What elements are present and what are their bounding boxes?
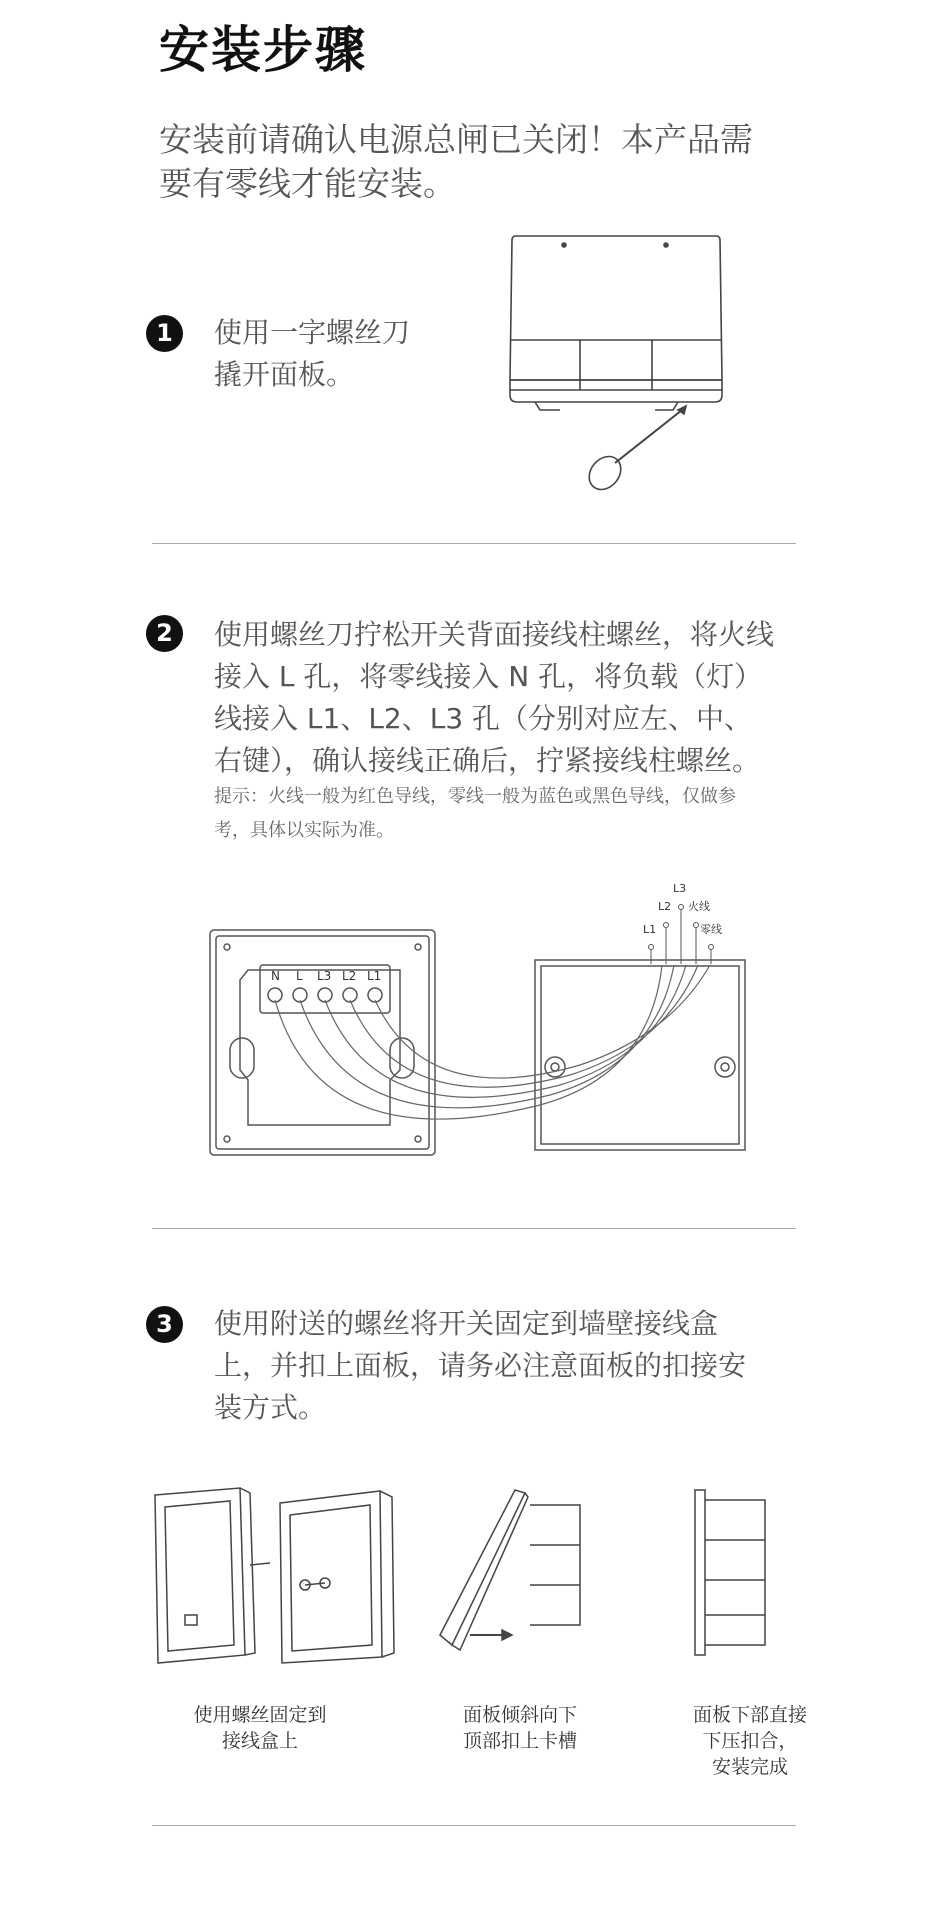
wire-l2 (350, 965, 698, 1087)
step-1-line-1: 使用一字螺丝刀 (214, 316, 411, 349)
caption-1-line-1: 使用螺丝固定到 (193, 1704, 327, 1726)
corner-screw-bl (224, 1136, 230, 1142)
press-panel-illustration (690, 1485, 790, 1675)
step-2-line-4: 右键），确认接线正确后，拧紧接线柱螺丝。 (214, 744, 761, 777)
panel-removal-illustration (500, 230, 750, 500)
caption-3 (665, 1702, 835, 1780)
step-1-number: 1 (146, 315, 183, 352)
push-arrow-head (502, 1630, 512, 1640)
step-3-line-3: 装方式。 (214, 1391, 327, 1424)
corner-screw-br (415, 1136, 421, 1142)
caption-1-line-2: 接线盒上 (221, 1730, 298, 1752)
wall-box-side (530, 1505, 580, 1625)
step-2-number: 2 (146, 615, 183, 652)
step-3-line-1: 使用附送的螺丝将开关固定到墙壁接线盒 (214, 1307, 719, 1340)
screwdriver-handle (583, 450, 628, 496)
terminal-screw-n (268, 988, 282, 1002)
terminal-label-l3: L3 (317, 969, 332, 983)
mounting-plate (240, 970, 400, 1125)
intro-text (159, 118, 799, 206)
step-1-line-2: 撬开面板。 (214, 358, 355, 391)
step-2-tip (214, 780, 834, 848)
slot (655, 402, 678, 410)
intro-line-1: 安装前请确认电源总闸已关闭！本产品需 (159, 120, 753, 159)
wire-label-l2: L2 (658, 900, 672, 913)
caption-2-line-1: 面板倾斜向下 (462, 1704, 577, 1726)
step-1-text (214, 312, 474, 396)
wire-label-live: 火线 (688, 900, 710, 913)
divider-3 (152, 1825, 796, 1826)
step-2-line-1: 使用螺丝刀拧松开关背面接线柱螺丝，将火线 (214, 618, 775, 651)
wire-n (275, 965, 662, 1119)
panel-front (510, 236, 722, 380)
wire-l (300, 965, 674, 1108)
plate-label (185, 1615, 197, 1625)
indicator-dot-2 (664, 243, 668, 247)
caption-3-line-3: 安装完成 (711, 1756, 788, 1778)
terminal-label-l: L (296, 969, 303, 983)
closed-wall-box (705, 1500, 765, 1645)
wall-box-screw-right (715, 1057, 735, 1077)
step-2-text (214, 614, 834, 782)
wiring-diagram (200, 870, 760, 1170)
closed-panel (695, 1490, 705, 1655)
box-screw (305, 1583, 325, 1585)
caption-3-line-2: 下压扣合， (702, 1730, 798, 1752)
panel-base (510, 380, 722, 402)
mount-hole-right (390, 1038, 414, 1078)
tilted-panel (440, 1490, 525, 1645)
terminal-label-l2: L2 (342, 969, 357, 983)
page-title: 安装步骤 (159, 21, 367, 79)
step-3-text (214, 1303, 834, 1429)
terminal-screw-l (293, 988, 307, 1002)
caption-3-line-1: 面板下部直接 (692, 1704, 807, 1726)
screwdriver-shaft (615, 410, 682, 463)
caption-2-line-2: 顶部扣上卡槽 (462, 1730, 577, 1752)
switch-back-outer (210, 930, 435, 1155)
terminal-label-n: N (271, 969, 280, 983)
intro-line-2: 要有零线才能安装。 (159, 164, 456, 203)
corner-screw-tl (224, 944, 230, 950)
wire-label-neutral: 零线 (700, 923, 722, 936)
wires (275, 965, 710, 1119)
terminal-screw-l3 (318, 988, 332, 1002)
step-2-tip-line-1: 提示：火线一般为红色导线，零线一般为蓝色或黑色导线，仅做参 (214, 786, 736, 807)
terminal-screw-l2 (343, 988, 357, 1002)
divider-1 (152, 543, 796, 544)
caption-2 (430, 1702, 610, 1754)
terminal-label-l1: L1 (367, 969, 382, 983)
wall-box-perspective (280, 1491, 382, 1663)
bottom-clip (535, 402, 560, 410)
step-3-line-2: 上，并扣上面板，请务必注意面板的扣接安 (214, 1349, 747, 1382)
tilt-panel-illustration (430, 1485, 610, 1675)
step-2-tip-line-2: 考，具体以实际为准。 (214, 820, 394, 841)
indicator-dot-1 (562, 243, 566, 247)
caption-1 (170, 1702, 350, 1754)
step-3-number: 3 (146, 1306, 183, 1343)
terminal-screw-l1 (368, 988, 382, 1002)
wall-box-outer (535, 960, 745, 1150)
step-2-line-2: 接入 L 孔，将零线接入 N 孔，将负载（灯） (214, 660, 763, 693)
wall-box-screw-left (545, 1057, 565, 1077)
wire-label-l1: L1 (643, 923, 657, 936)
corner-screw-tr (415, 944, 421, 950)
fix-screws-illustration (150, 1485, 400, 1675)
step-2-line-3: 线接入 L1、L2、L3 孔（分别对应左、中、 (214, 702, 753, 735)
divider-2 (152, 1228, 796, 1229)
wall-box-inner (541, 966, 739, 1144)
wire-label-l3: L3 (673, 882, 687, 895)
